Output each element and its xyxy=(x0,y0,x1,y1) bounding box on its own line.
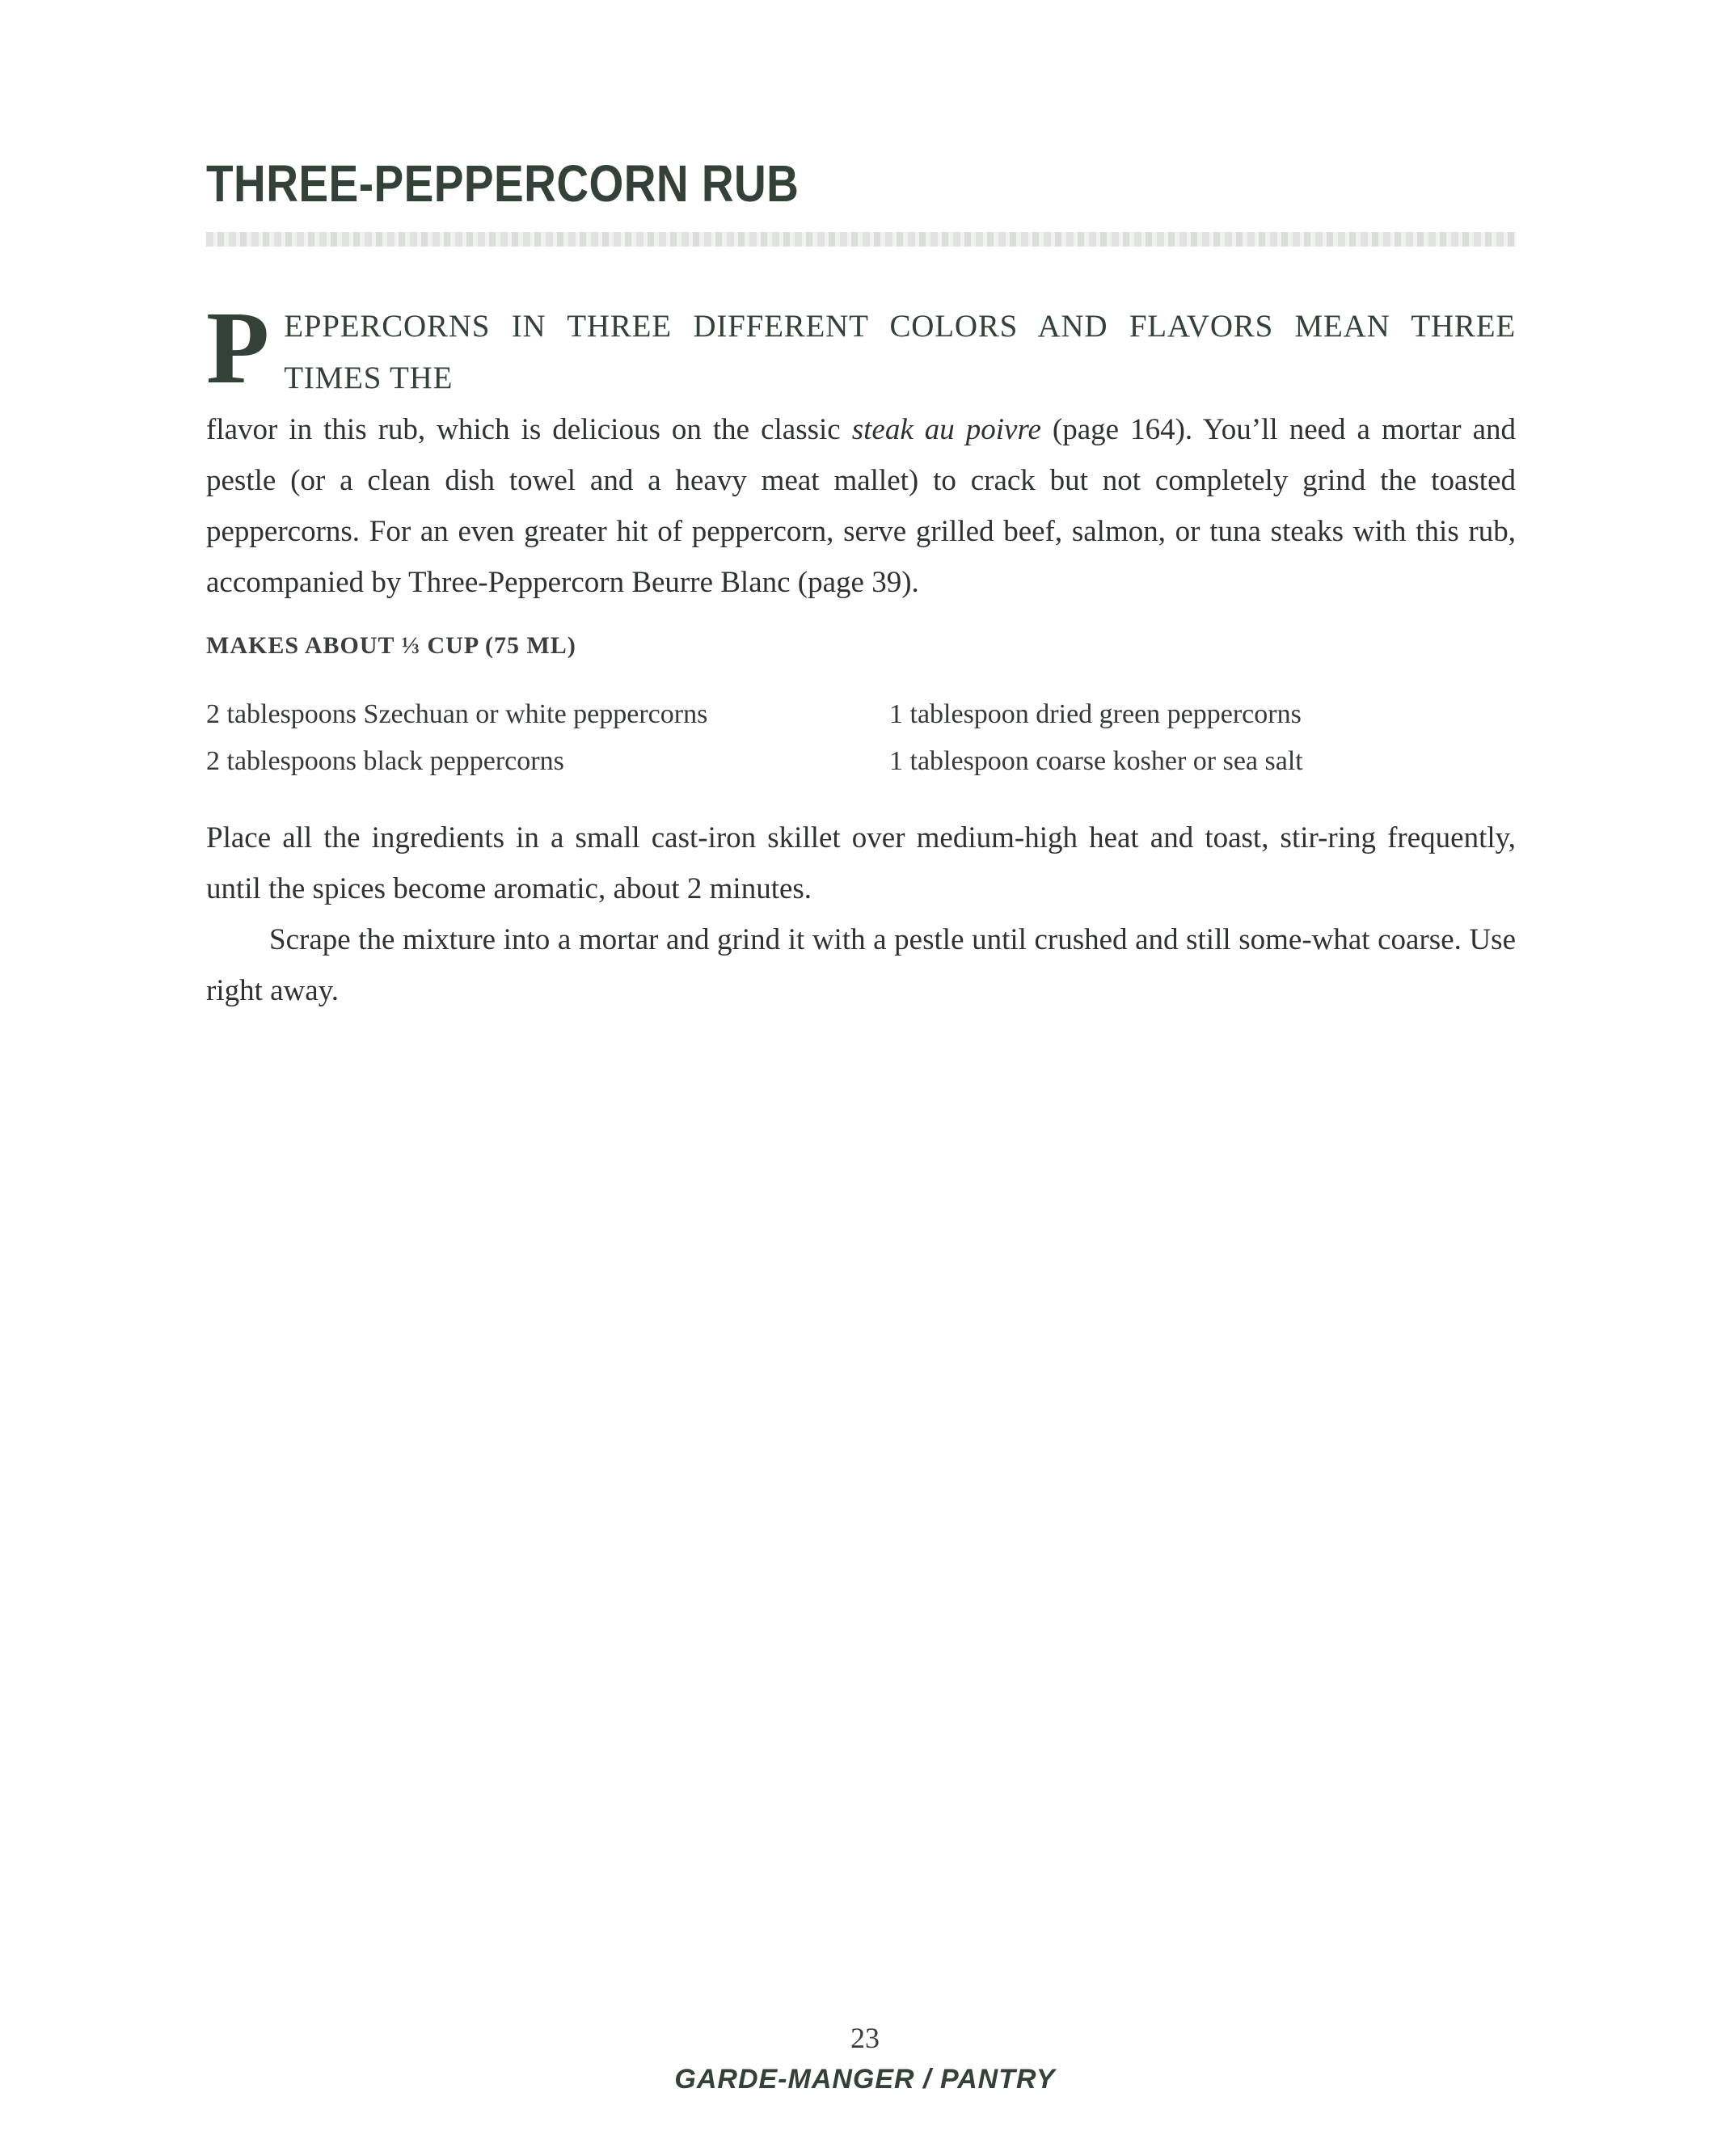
method-step: Place all the ingredients in a small cast-iron skillet over medium-high heat and toast, stir-ring frequently, until the spices become aromatic, about 2 minutes. xyxy=(206,821,1516,905)
method-step: Scrape the mixture into a mortar and grind it with a pestle until crushed and still some-what coarse. Use right away. xyxy=(206,923,1516,1007)
intro-text-2: (page 164). You’ll need a mortar and pestle (or a clean dish towel and a heavy meat mallet) to crack but not completely grind the toasted peppercorns. For an even greater hit of peppercorn, serve grilled beef, salmon, or tuna steaks with this rub, accompanied by Three-Peppercorn Beurre Blanc (page 39). xyxy=(206,413,1517,599)
ingredient-list xyxy=(206,697,1516,779)
ingredient-item: 2 tablespoons black peppercorns xyxy=(206,746,564,776)
page-number: 23 xyxy=(850,2022,880,2054)
intro-text-1: flavor in this rub, which is delicious on the classic xyxy=(206,413,841,446)
recipe-title: THREE-PEPPERCORN RUB xyxy=(206,154,800,213)
recipe-intro xyxy=(206,290,1517,608)
ingredient-item: 1 tablespoon dried green peppercorns xyxy=(889,699,1302,729)
section-footer: GARDE-MANGER / PANTRY xyxy=(674,2064,1056,2095)
drop-cap: P xyxy=(206,290,270,405)
ingredient-item: 1 tablespoon coarse kosher or sea salt xyxy=(889,746,1303,776)
recipe-yield: MAKES ABOUT ⅓ CUP (75 ML) xyxy=(206,632,576,659)
recipe-method xyxy=(206,812,1516,1016)
intro-italic-dish: steak au poivre xyxy=(851,413,1041,446)
title-divider xyxy=(206,232,1516,247)
intro-lead-caps: EPPERCORNS IN THREE DIFFERENT COLORS AND FLAVORS MEAN THREE TIMES THE xyxy=(284,309,1516,395)
ingredient-item: 2 tablespoons Szechuan or white peppercorns xyxy=(206,699,708,729)
